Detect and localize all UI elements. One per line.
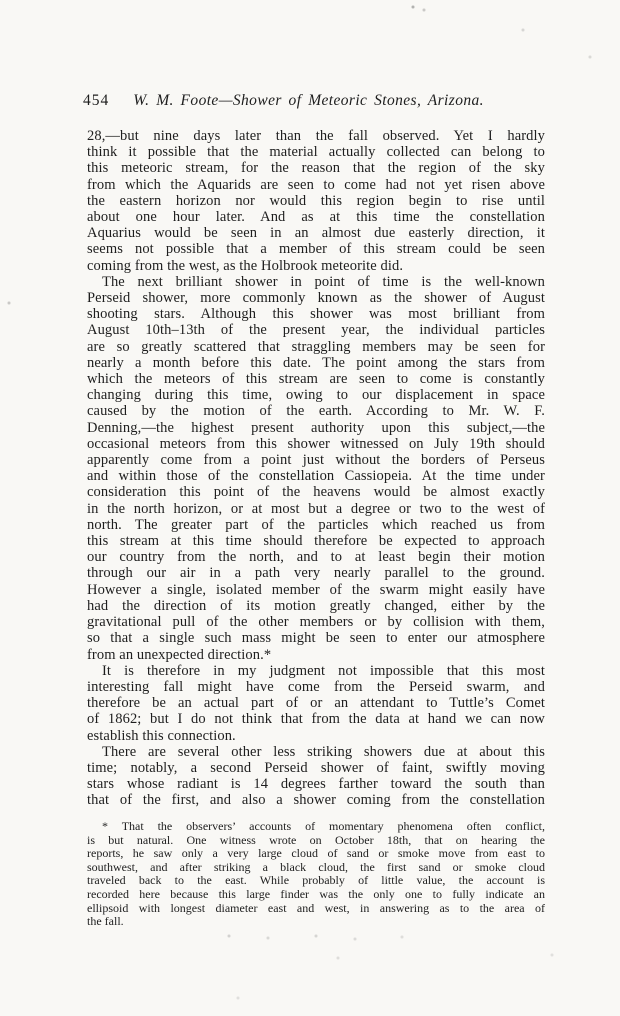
body-line: caused by the motion of the earth. According to Mr. W. F. xyxy=(87,403,545,420)
body-line: of 1862; but I do not think that from the data at hand we can now xyxy=(87,711,545,728)
body-line: and within those of the constellation Cassiopeia. At the time under xyxy=(87,468,545,485)
body-line: in the north horizon, or at most but a degree or two to the west of xyxy=(87,500,545,517)
paragraph xyxy=(87,663,545,744)
body-line: There are several other less striking showers due at about this xyxy=(102,743,545,760)
body-line: through our air in a path very nearly parallel to the ground. xyxy=(87,565,545,582)
article-body xyxy=(87,128,545,809)
body-line: It is therefore in my judgment not impossible that this most xyxy=(102,662,545,679)
body-line: think it possible that the material actually collected can belong to xyxy=(87,144,545,161)
body-line: seems not possible that a member of this stream could be seen xyxy=(87,241,545,258)
body-line: interesting fall might have come from the Perseid swarm, and xyxy=(87,678,545,695)
body-line: However a single, isolated member of the swarm might easily have xyxy=(87,581,545,598)
footnote-line: ellipsoid with longest diameter east and west, in answering as to the area of xyxy=(87,900,545,915)
body-line: had the direction of its motion greatly changed, either by the xyxy=(87,597,545,614)
body-line: establish this connection. xyxy=(87,727,236,744)
body-line: consideration this point of the heavens would be almost exactly xyxy=(87,484,545,501)
body-line: from an unexpected direction.* xyxy=(87,646,272,663)
body-line: shooting stars. Although this shower was most brilliant from xyxy=(87,306,545,323)
body-line: stars whose radiant is 14 degrees farther toward the south than xyxy=(87,776,545,793)
body-line: from which the Aquarids are seen to come had not yet risen above xyxy=(87,176,545,193)
body-line: changing during this time, owing to our displacement in space xyxy=(87,387,545,404)
paragraph xyxy=(87,274,545,663)
footnote-line: the fall. xyxy=(87,914,124,929)
body-line: which the meteors of this stream are seen to come is constantly xyxy=(87,371,545,388)
running-header xyxy=(83,92,545,110)
body-line: this meteoric stream, for the reason that the region of the sky xyxy=(87,160,545,177)
body-line: Aquarius would be seen in an almost due easterly direction, it xyxy=(87,225,545,242)
footnote xyxy=(87,820,545,929)
body-line: the eastern horizon nor would this region begin to rise until xyxy=(87,192,545,209)
body-line: coming from the west, as the Holbrook meteorite did. xyxy=(87,257,404,274)
body-line: gravitational pull of the other members or by collision with them, xyxy=(87,614,545,631)
body-line: are so greatly scattered that straggling members may be seen for xyxy=(87,338,545,355)
body-line: about one hour later. And as at this time the constellation xyxy=(87,209,545,226)
footnote-line: is but natural. One witness wrote on October 18th, that on hearing the xyxy=(87,832,545,847)
body-line: occasional meteors from this shower witnessed on July 19th should xyxy=(87,435,545,452)
body-line: 28,—but nine days later than the fall observed. Yet I hardly xyxy=(87,128,545,144)
body-line: nearly a month before this date. The point among the stars from xyxy=(87,354,545,371)
body-line: Perseid shower, more commonly known as the shower of August xyxy=(87,290,545,307)
body-line: Denning,—the highest present authority upon this subject,—the xyxy=(87,419,545,436)
body-line: therefore be an actual part of or an attendant to Tuttle’s Comet xyxy=(87,695,545,712)
footnote-line: southwest, and after striking a black cloud, the first sand or smoke cloud xyxy=(87,859,545,874)
body-line: The next brilliant shower in point of time is the well-known xyxy=(102,273,545,290)
body-line: apparently come from a point just without the borders of Perseus xyxy=(87,452,545,469)
body-line: that of the first, and also a shower coming from the constellation xyxy=(87,792,545,809)
body-line: time; notably, a second Perseid shower of faint, swiftly moving xyxy=(87,759,545,776)
body-line: so that a single such mass might be seen to enter our atmosphere xyxy=(87,630,545,647)
body-line: north. The greater part of the particles which reached us from xyxy=(87,516,545,533)
body-line: this stream at this time should therefore be expected to approach xyxy=(87,533,545,550)
footnote-line: reports, he saw only a very large cloud of sand or smoke move from east to xyxy=(87,846,545,861)
body-line: August 10th–13th of the present year, the individual particles xyxy=(87,322,545,339)
paragraph xyxy=(87,128,545,274)
body-line: our country from the north, and to at least begin their motion xyxy=(87,549,545,566)
paragraph xyxy=(87,744,545,809)
footnote-line: traveled back to the east. While probably of little value, the account is xyxy=(87,873,545,888)
page-number: 454 xyxy=(83,92,110,109)
footnote-line: recorded here because this large finder was the only one to fully indicate an xyxy=(87,886,545,901)
footnote-line: * That the observers’ accounts of momentary phenomena often conflict, xyxy=(102,819,545,833)
running-head-title: W. M. Foote—Shower of Meteoric Stones, Arizona. xyxy=(133,92,484,109)
